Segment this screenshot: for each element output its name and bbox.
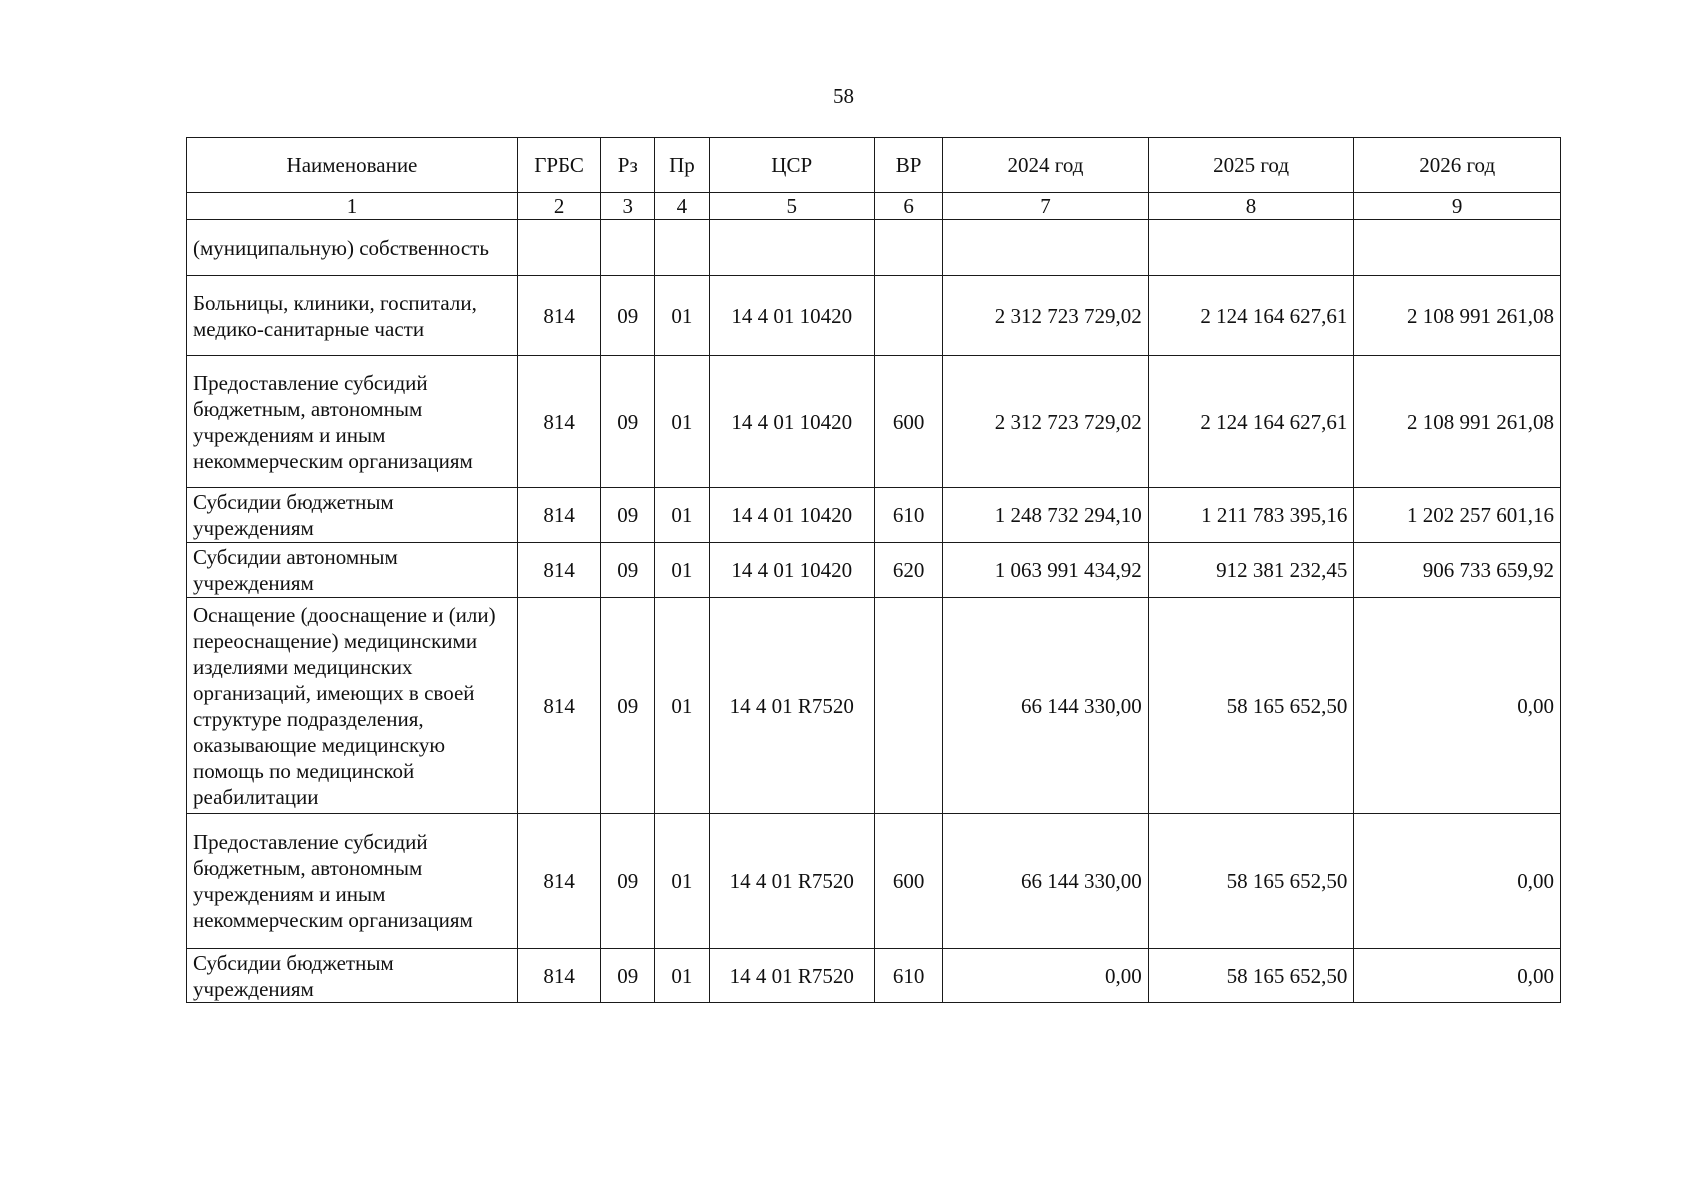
row-name: Субсидии бюджетным учреждениям [187,949,518,1003]
column-number: 3 [601,193,655,220]
row-vr: 610 [874,949,942,1003]
table-row [187,598,1561,814]
table-row [187,276,1561,356]
row-amount-2025: 912 381 232,45 [1148,543,1354,598]
row-rz: 09 [601,356,655,488]
table-row [187,543,1561,598]
row-rz: 09 [601,488,655,543]
header-row [187,138,1561,193]
table-row [187,814,1561,949]
column-number: 9 [1354,193,1561,220]
column-number: 6 [874,193,942,220]
row-pr: 01 [655,356,709,488]
row-name: (муниципальную) собственность [187,220,518,276]
row-amount-2024: 2 312 723 729,02 [943,356,1149,488]
row-csr: 14 4 01 10420 [709,488,874,543]
column-number-row [187,193,1561,220]
row-amount-2026: 0,00 [1354,949,1561,1003]
row-amount-2025: 2 124 164 627,61 [1148,276,1354,356]
row-amount-2026: 2 108 991 261,08 [1354,276,1561,356]
row-name: Больницы, клиники, госпитали, медико-санитарные части [187,276,518,356]
row-vr: 610 [874,488,942,543]
row-grbs: 814 [517,543,600,598]
row-csr: 14 4 01 R7520 [709,814,874,949]
row-amount-2026 [1354,220,1561,276]
header-2026: 2026 год [1354,138,1561,193]
row-csr: 14 4 01 10420 [709,356,874,488]
budget-table [186,137,1561,1003]
row-pr: 01 [655,598,709,814]
row-grbs: 814 [517,356,600,488]
row-amount-2024: 2 312 723 729,02 [943,276,1149,356]
row-pr [655,220,709,276]
row-csr: 14 4 01 R7520 [709,598,874,814]
row-amount-2024 [943,220,1149,276]
row-csr: 14 4 01 10420 [709,276,874,356]
header-name: Наименование [187,138,518,193]
row-csr: 14 4 01 R7520 [709,949,874,1003]
column-number: 5 [709,193,874,220]
row-amount-2026: 1 202 257 601,16 [1354,488,1561,543]
row-rz [601,220,655,276]
row-name: Предоставление субсидий бюджетным, автономным учреждениям и иным некоммерческим организациям [187,356,518,488]
header-rz: Рз [601,138,655,193]
row-vr [874,598,942,814]
row-amount-2025: 58 165 652,50 [1148,949,1354,1003]
row-grbs: 814 [517,814,600,949]
row-amount-2026: 906 733 659,92 [1354,543,1561,598]
row-rz: 09 [601,598,655,814]
row-csr: 14 4 01 10420 [709,543,874,598]
row-amount-2026: 2 108 991 261,08 [1354,356,1561,488]
header-2024: 2024 год [943,138,1149,193]
table-row [187,949,1561,1003]
header-2025: 2025 год [1148,138,1354,193]
row-amount-2024: 0,00 [943,949,1149,1003]
row-grbs: 814 [517,488,600,543]
header-pr: Пр [655,138,709,193]
row-amount-2026: 0,00 [1354,814,1561,949]
row-amount-2025: 58 165 652,50 [1148,598,1354,814]
row-pr: 01 [655,814,709,949]
row-rz: 09 [601,949,655,1003]
row-amount-2025 [1148,220,1354,276]
row-vr: 600 [874,814,942,949]
header-grbs: ГРБС [517,138,600,193]
row-name: Предоставление субсидий бюджетным, автономным учреждениям и иным некоммерческим организациям [187,814,518,949]
table-row [187,356,1561,488]
row-grbs: 814 [517,276,600,356]
row-amount-2024: 66 144 330,00 [943,814,1149,949]
column-number: 7 [943,193,1149,220]
row-amount-2025: 58 165 652,50 [1148,814,1354,949]
table-row [187,220,1561,276]
column-number: 1 [187,193,518,220]
row-rz: 09 [601,814,655,949]
row-rz: 09 [601,543,655,598]
row-name: Субсидии автономным учреждениям [187,543,518,598]
row-vr: 620 [874,543,942,598]
row-vr: 600 [874,356,942,488]
row-amount-2025: 1 211 783 395,16 [1148,488,1354,543]
row-name: Оснащение (дооснащение и (или) переоснащение) медицинскими изделиями медицинских организаций, имеющих в своей структуре подразделения, оказывающие медицинскую помощь по медицинской реабилитации [187,598,518,814]
row-csr [709,220,874,276]
page-number: 58 [833,84,854,108]
row-grbs: 814 [517,949,600,1003]
row-vr [874,276,942,356]
row-vr [874,220,942,276]
row-pr: 01 [655,488,709,543]
row-amount-2024: 1 248 732 294,10 [943,488,1149,543]
header-csr: ЦСР [709,138,874,193]
row-grbs [517,220,600,276]
column-number: 8 [1148,193,1354,220]
row-pr: 01 [655,276,709,356]
row-amount-2025: 2 124 164 627,61 [1148,356,1354,488]
column-number: 2 [517,193,600,220]
row-amount-2024: 66 144 330,00 [943,598,1149,814]
row-amount-2024: 1 063 991 434,92 [943,543,1149,598]
row-pr: 01 [655,543,709,598]
row-pr: 01 [655,949,709,1003]
row-name: Субсидии бюджетным учреждениям [187,488,518,543]
column-number: 4 [655,193,709,220]
row-grbs: 814 [517,598,600,814]
table-row [187,488,1561,543]
header-vr: ВР [874,138,942,193]
row-amount-2026: 0,00 [1354,598,1561,814]
row-rz: 09 [601,276,655,356]
